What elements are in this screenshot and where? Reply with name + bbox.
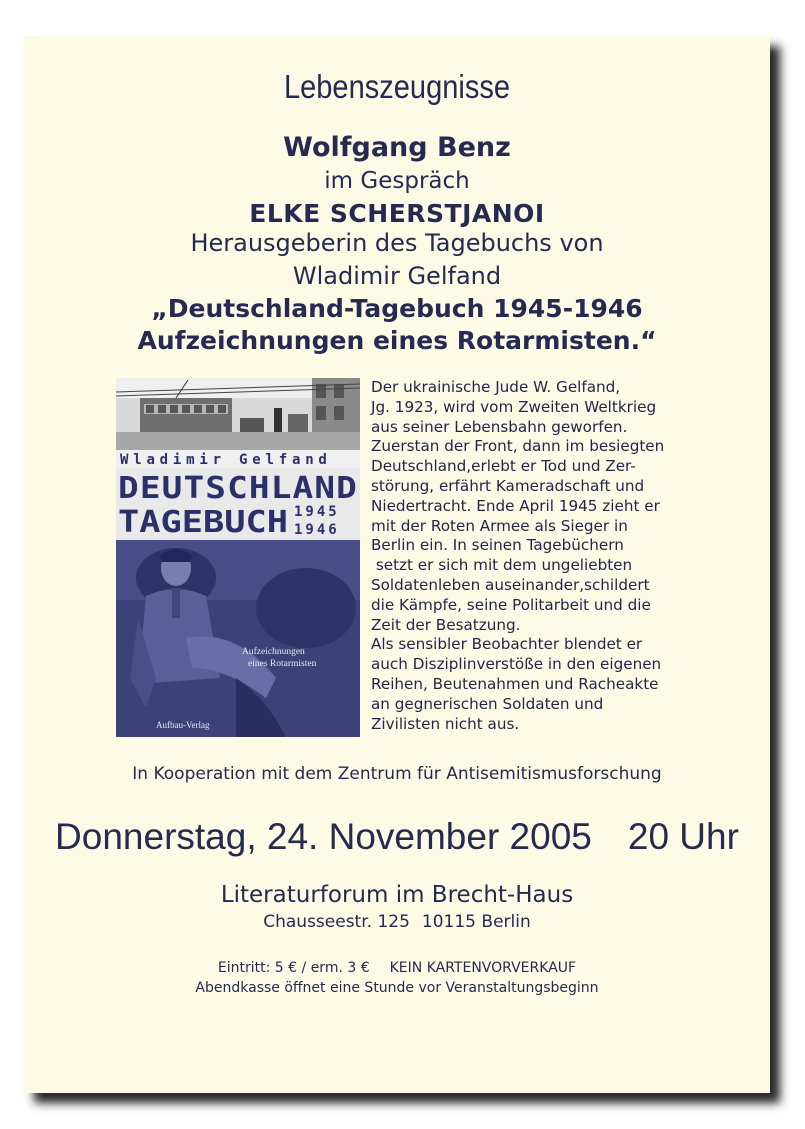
- venue-address: [24, 912, 770, 932]
- cover-publisher: Aufbau-Verlag: [156, 720, 210, 730]
- editor-line-2: Wladimir Gelfand: [292, 262, 502, 290]
- description-line: setzt er sich mit dem ungeliebten: [371, 556, 633, 575]
- cover-title-word-2: TAGEBUCH: [118, 505, 288, 540]
- cover-author-name: Wladimir Gelfand: [120, 452, 332, 468]
- event-date: Donnerstag, 24. November 2005: [55, 816, 592, 857]
- book-title-line-1: „Deutschland-Tagebuch 1945-1946: [151, 294, 643, 323]
- description-line: Zeit der Besatzung.: [371, 615, 521, 634]
- description-line: störung, erfährt Kameradschaft und: [371, 476, 645, 495]
- series-title: Lebenszeugnisse: [283, 68, 511, 105]
- conversation-text: im Gespräch: [324, 168, 470, 194]
- editor-line-1: Herausgeberin des Tagebuchs von: [190, 229, 604, 257]
- venue-city: 10115 Berlin: [421, 912, 531, 932]
- description-line: Niedertracht. Ende April 1945 zieht er: [371, 496, 660, 515]
- presale-note: KEIN KARTENVORVERKAUF: [389, 960, 577, 976]
- description-line: Deutschland,erlebt er Tod und Zer-: [371, 457, 636, 476]
- cover-subtitle-line-2: eines Rotarmisten: [248, 659, 317, 669]
- admission-price: Eintritt: 5 € / erm. 3 €: [217, 960, 370, 976]
- description-line: Als sensibler Beobachter blendet er: [371, 635, 643, 654]
- description-line: Zuerstan der Front, dann im besiegten: [371, 437, 665, 456]
- book-cover-image: [116, 378, 360, 737]
- description-line: an gegnerischen Soldaten und: [371, 694, 604, 713]
- guest-name: ELKE SCHERSTJANOI: [249, 199, 545, 228]
- book-description: [371, 378, 701, 734]
- event-datetime: [24, 816, 770, 858]
- description-line: Jg. 1923, wird vom Zweiten Weltkrieg: [371, 397, 657, 416]
- cover-year-1: 1945: [294, 504, 340, 520]
- book-cover-art: [116, 378, 360, 737]
- author-name: Wolfgang Benz: [283, 132, 511, 163]
- description-line: Berlin ein. In seinen Tagebüchern: [371, 536, 624, 555]
- cooperation-note: In Kooperation mit dem Zentrum für Antisemitismusforschung: [132, 764, 662, 784]
- cover-year-2: 1946: [294, 522, 340, 538]
- event-time: 20 Uhr: [627, 816, 739, 857]
- description-line: Zivilisten nicht aus.: [371, 714, 520, 733]
- description-line: Reihen, Beutenahmen und Racheakte: [371, 674, 659, 693]
- description-line: Soldatenleben auseinander,schildert: [371, 575, 650, 594]
- venue-name: Literaturforum im Brecht-Haus: [220, 882, 574, 908]
- description-line: auch Disziplinverstöße in den eigenen: [371, 655, 662, 674]
- description-line: Der ukrainische Jude W. Gelfand,: [371, 378, 621, 396]
- venue-street: Chausseestr. 125: [263, 912, 410, 932]
- cover-subtitle-line-1: Aufzeichnungen: [242, 647, 305, 657]
- admission-info: [24, 960, 770, 976]
- book-title-line-2: Aufzeichnungen eines Rotarmisten.“: [137, 326, 657, 355]
- description-line: mit der Roten Armee als Sieger in: [371, 516, 628, 535]
- description-line: die Kämpfe, seine Politarbeit und die: [371, 595, 651, 614]
- cover-title-word-1: DEUTSCHLAND: [118, 471, 358, 506]
- poster-sheet: [24, 36, 770, 1093]
- description-line: aus seiner Lebensbahn geworfen.: [371, 417, 628, 436]
- box-office-note: Abendkasse öffnet eine Stunde vor Veranstaltungsbeginn: [195, 980, 599, 996]
